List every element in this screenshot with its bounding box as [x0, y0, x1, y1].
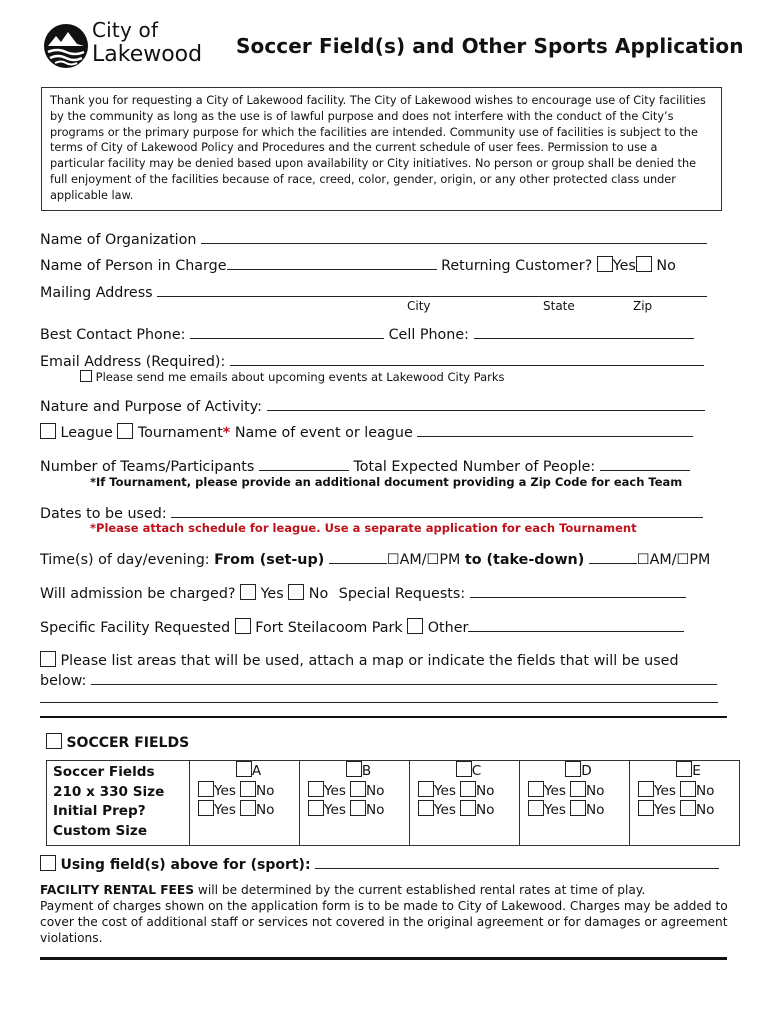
field-column-c [410, 761, 520, 846]
nature-field[interactable] [267, 396, 705, 411]
email-optin-label: Please send me emails about upcoming events at Lakewood City Parks [95, 370, 505, 384]
admission-yes-label: Yes [260, 586, 284, 602]
no-label: No [585, 782, 605, 799]
field-d-checkbox[interactable] [565, 761, 581, 777]
admission-label: Will admission be charged? [40, 586, 236, 602]
event-name-label: Name of event or league [234, 425, 413, 441]
field-e-label: E [692, 763, 701, 779]
row-label-custom: Custom Size [53, 822, 148, 839]
no-label: No [365, 802, 385, 818]
returning-label: Returning Customer? [441, 258, 593, 274]
row-label-fields: Soccer Fields [53, 764, 155, 780]
times-row [40, 549, 710, 568]
email-optin-checkbox[interactable] [80, 370, 92, 382]
row-label-size: 210 x 330 Size [53, 783, 165, 800]
field-d-size-yes-checkbox[interactable] [528, 781, 544, 797]
field-column-a [190, 761, 300, 846]
field-a-label: A [251, 763, 262, 779]
sport-field[interactable] [315, 854, 719, 869]
best-phone-label: Best Contact Phone: [40, 327, 186, 343]
yes-label: Yes [544, 782, 566, 799]
from-ampm[interactable]: ☐AM/☐PM [386, 552, 461, 568]
best-phone-field[interactable] [190, 324, 384, 339]
areas-label: Please list areas that will be used, attach a map or indicate the fields that will be used [60, 653, 679, 669]
league-checkbox[interactable] [40, 423, 56, 439]
row-labels-cell [47, 761, 190, 846]
field-e-checkbox[interactable] [676, 761, 692, 777]
no-label: No [695, 802, 715, 818]
field-b-size-yes-checkbox[interactable] [308, 781, 324, 797]
returning-no-checkbox[interactable] [636, 256, 652, 272]
nature-label: Nature and Purpose of Activity: [40, 399, 262, 415]
dates-note: *Please attach schedule for league. Use a separate application for each Tournament [90, 521, 637, 535]
city-label: City [407, 299, 431, 313]
fees-text-1: will be determined by the current established rental rates at time of play. [194, 883, 646, 897]
phone-row [40, 324, 694, 343]
special-label: Special Requests: [338, 586, 466, 602]
person-row [40, 255, 676, 274]
field-column-d [520, 761, 630, 846]
field-c-label: C [471, 763, 482, 779]
yes-label: Yes [434, 782, 456, 799]
tournament-asterisk: * [222, 425, 231, 441]
tournament-note: *If Tournament, please provide an additional document providing a Zip Code for each Team [90, 475, 683, 489]
fees-heading: FACILITY RENTAL FEES [40, 883, 194, 897]
mailing-field[interactable] [157, 282, 707, 297]
cell-phone-field[interactable] [474, 324, 694, 339]
field-b-size-no-checkbox[interactable] [350, 781, 366, 797]
event-type-row [40, 422, 693, 441]
sport-checkbox[interactable] [40, 855, 56, 871]
mailing-row [40, 282, 707, 301]
field-c-size-yes-checkbox[interactable] [418, 781, 434, 797]
no-label: No [475, 802, 495, 818]
areas-checkbox[interactable] [40, 651, 56, 667]
yes-label: Yes [654, 782, 676, 799]
admission-no-label: No [308, 586, 329, 602]
to-label: to (take-down) [464, 552, 585, 568]
event-name-field[interactable] [417, 422, 693, 437]
state-label: State [543, 299, 575, 313]
no-label: No [585, 802, 605, 818]
logo-line-1: City of [92, 18, 159, 42]
dates-field[interactable] [171, 503, 703, 518]
no-label: No [255, 802, 275, 818]
yes-label: Yes [214, 802, 236, 818]
zip-label: Zip [633, 299, 653, 313]
teams-label: Number of Teams/Participants [40, 459, 255, 475]
below-row [40, 670, 717, 689]
areas-extra-line[interactable] [40, 702, 718, 703]
field-d-size-no-checkbox[interactable] [570, 781, 586, 797]
sport-label: Using field(s) above for (sport): [60, 857, 311, 873]
person-label: Name of Person in Charge [40, 258, 227, 274]
field-b-label: B [361, 763, 372, 779]
soccer-heading-row [46, 733, 189, 751]
teams-field[interactable] [259, 456, 349, 471]
from-field[interactable] [329, 549, 387, 564]
other-facility-label: Other [427, 620, 469, 636]
other-facility-field[interactable] [468, 617, 684, 632]
cell-phone-label: Cell Phone: [388, 327, 469, 343]
yes-label: Yes [654, 802, 676, 818]
intro-paragraph: Thank you for requesting a City of Lakewood facility. The City of Lakewood wishes to encourage use of City facilities by the community as long as the use is of lawful purpose and does not interfere with the conduct of the City’s programs or the primary purpose for which the facilities are intended. Community use of facilities is subject to the terms of City of Lakewood Policy and Procedures and the current schedule of user fees. Permission to use a particular facility may be denied based upon availability or City initiatives. No person or group shall be denied the full enjoyment of the facilities because of race, creed, color, gender, origin, or any other protected class under applicable law. [41, 87, 722, 211]
page-title: Soccer Field(s) and Other Sports Application [236, 34, 744, 58]
field-d-prep-no-checkbox[interactable] [570, 800, 586, 816]
returning-yes-checkbox[interactable] [597, 256, 613, 272]
other-facility-checkbox[interactable] [407, 618, 423, 634]
soccer-fields-heading: SOCCER FIELDS [66, 735, 190, 751]
field-e-prep-yes-checkbox[interactable] [638, 800, 654, 816]
admission-row [40, 583, 686, 602]
footer-divider [40, 957, 727, 960]
soccer-fields-table [46, 760, 740, 846]
field-e-size-no-checkbox[interactable] [680, 781, 696, 797]
people-label: Total Expected Number of People: [353, 459, 596, 475]
email-field[interactable] [230, 351, 704, 366]
nature-row [40, 396, 705, 415]
yes-label: Yes [434, 802, 456, 818]
field-a-size-no-checkbox[interactable] [240, 781, 256, 797]
tournament-label: Tournament [137, 425, 223, 441]
email-optin-row [80, 370, 505, 384]
fees-text-2: Payment of charges shown on the application form is to be made to City of Lakewood. Charges may be added to cover the cost of additional staff or services not covered in the original agreement or for damages or agreement violations. [40, 899, 728, 945]
below-field[interactable] [91, 670, 717, 685]
person-field[interactable] [227, 255, 437, 270]
field-b-prep-yes-checkbox[interactable] [308, 800, 324, 816]
yes-label: Yes [324, 802, 346, 818]
sport-row [40, 854, 719, 873]
fort-steilacoom-checkbox[interactable] [235, 618, 251, 634]
field-column-e [630, 761, 740, 846]
times-label: Time(s) of day/evening: [40, 552, 210, 568]
league-label: League [60, 425, 113, 441]
yes-label: Yes [324, 782, 346, 799]
soccer-fields-checkbox[interactable] [46, 733, 62, 749]
no-label: No [365, 782, 385, 799]
field-c-prep-yes-checkbox[interactable] [418, 800, 434, 816]
field-d-label: D [581, 763, 592, 779]
to-field[interactable] [589, 549, 637, 564]
special-field[interactable] [470, 583, 686, 598]
facility-row [40, 617, 684, 636]
field-a-checkbox[interactable] [236, 761, 252, 777]
field-b-checkbox[interactable] [346, 761, 362, 777]
org-field[interactable] [201, 229, 707, 244]
field-e-size-yes-checkbox[interactable] [638, 781, 654, 797]
yes-label: Yes [544, 802, 566, 818]
areas-row [40, 651, 679, 669]
email-label: Email Address (Required): [40, 354, 226, 370]
no-label: No [695, 782, 715, 799]
email-row [40, 351, 704, 370]
tournament-checkbox[interactable] [117, 423, 133, 439]
from-label: From (set-up) [214, 552, 325, 568]
below-label: below: [40, 673, 87, 689]
org-row [40, 229, 707, 248]
dates-row [40, 503, 703, 522]
field-d-prep-yes-checkbox[interactable] [528, 800, 544, 816]
field-a-size-yes-checkbox[interactable] [198, 781, 214, 797]
org-label: Name of Organization [40, 232, 197, 248]
field-b-prep-no-checkbox[interactable] [350, 800, 366, 816]
mailing-label: Mailing Address [40, 285, 153, 301]
section-divider [40, 716, 727, 718]
teams-row [40, 456, 690, 475]
field-c-size-no-checkbox[interactable] [460, 781, 476, 797]
logo-line-2: Lakewood [92, 42, 203, 67]
facility-label: Specific Facility Requested [40, 620, 231, 636]
to-ampm[interactable]: ☐AM/☐PM [636, 552, 711, 568]
people-field[interactable] [600, 456, 690, 471]
returning-no-label: No [656, 258, 676, 274]
field-c-prep-no-checkbox[interactable] [460, 800, 476, 816]
fort-steilacoom-label: Fort Steilacoom Park [255, 620, 403, 636]
admission-yes-checkbox[interactable] [240, 584, 256, 600]
yes-label: Yes [214, 782, 236, 799]
no-label: No [255, 782, 275, 799]
returning-yes-label: Yes [612, 258, 636, 274]
field-a-prep-no-checkbox[interactable] [240, 800, 256, 816]
field-a-prep-yes-checkbox[interactable] [198, 800, 214, 816]
field-column-b [300, 761, 410, 846]
dates-label: Dates to be used: [40, 506, 167, 522]
field-c-checkbox[interactable] [456, 761, 472, 777]
admission-no-checkbox[interactable] [288, 584, 304, 600]
field-e-prep-no-checkbox[interactable] [680, 800, 696, 816]
no-label: No [475, 782, 495, 799]
row-label-prep: Initial Prep? [53, 803, 146, 819]
fees-paragraph [40, 882, 730, 946]
